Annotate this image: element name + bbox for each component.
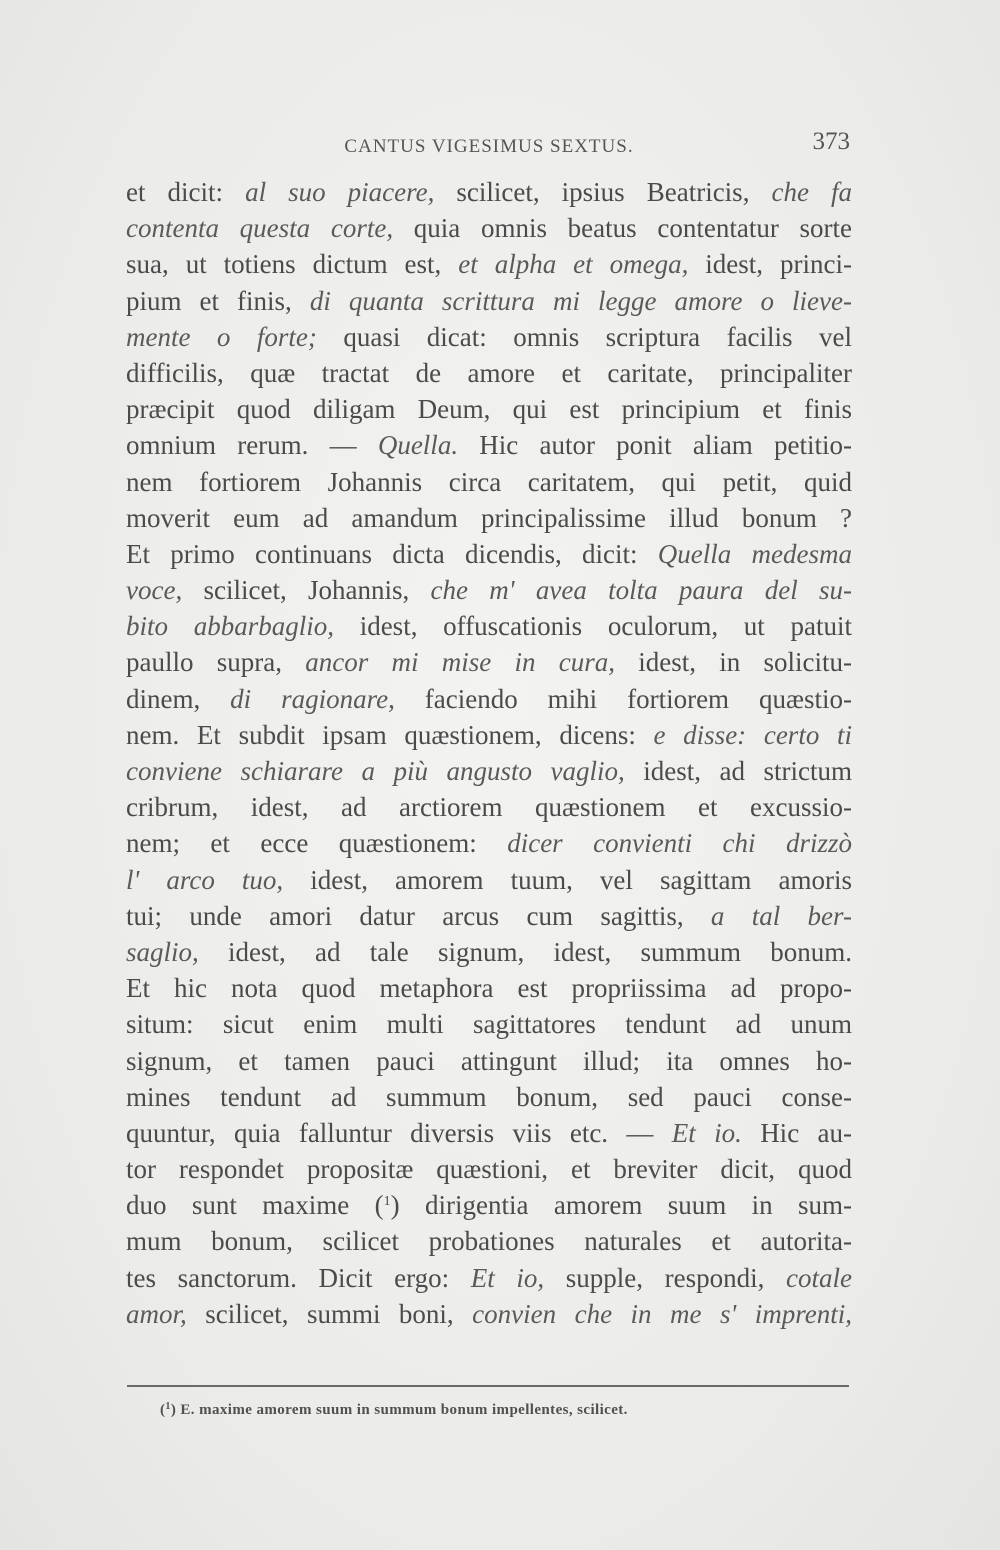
text-segment: præcipit quod diligam Deum, qui est principium et finis: [126, 394, 852, 425]
italic-quotation: bito abbarbaglio,: [126, 611, 334, 642]
italic-quotation: l' arco tuo,: [126, 864, 284, 895]
italic-quotation: al suo piacere,: [245, 177, 435, 207]
running-title: CANTUS VIGESIMUS SEXTUS.: [344, 136, 634, 157]
italic-quotation: cotale: [786, 1262, 852, 1293]
text-line: [126, 1187, 852, 1223]
text-segment: Hic au-: [741, 1117, 852, 1148]
text-line: [126, 246, 852, 282]
text-segment: difficilis, quæ tractat de amore et caritate, principaliter: [126, 357, 852, 388]
text-segment: tes sanctorum. Dicit ergo:: [126, 1262, 471, 1293]
text-line: [126, 1115, 852, 1151]
italic-quotation: conviene schiarare a più angusto vaglio,: [126, 756, 625, 786]
text-line: [126, 572, 852, 608]
text-line: [126, 608, 852, 644]
text-segment: Et hic nota quod metaphora est propriissima ad propo-: [126, 973, 852, 1004]
text-line: [126, 717, 852, 753]
italic-quotation: di quanta scrittura mi legge amore o lieve-: [309, 285, 852, 316]
text-segment: scilicet, ipsius Beatricis,: [434, 177, 772, 207]
text-line: [126, 464, 852, 500]
text-segment: moverit eum ad amandum principalissime illud bonum ?: [126, 502, 852, 533]
italic-quotation: che m' avea tolta paura del su-: [430, 575, 852, 606]
text-segment: idest, princi-: [688, 249, 852, 280]
text-line: [126, 319, 852, 355]
italic-quotation: dicer convienti chi drizzò: [507, 828, 852, 859]
text-line: [126, 536, 852, 572]
italic-quotation: Et io.: [671, 1117, 742, 1148]
text-segment: sua, ut totiens dictum est,: [126, 249, 459, 280]
italic-quotation: convien che in me s' imprenti,: [472, 1298, 852, 1329]
italic-quotation: et alpha et omega,: [458, 249, 689, 280]
text-segment: tor respondet propositæ quæstioni, et breviter dicit, quod: [126, 1154, 852, 1185]
italic-quotation: mente o forte;: [126, 321, 317, 352]
text-segment: dinem,: [126, 683, 231, 714]
text-segment: idest, in solicitu-: [614, 647, 852, 678]
text-line: [126, 898, 852, 934]
text-line: [126, 500, 852, 536]
text-segment: et dicit:: [126, 177, 246, 207]
text-line: [126, 1260, 852, 1296]
text-segment: idest, amorem tuum, vel sagittam amoris: [283, 864, 852, 895]
text-segment: supple, respondi,: [544, 1262, 787, 1293]
italic-quotation: a tal ber-: [710, 900, 852, 931]
text-segment: faciendo mihi fortiorem quæstio-: [394, 683, 852, 714]
text-segment: duo sunt maxime (: [126, 1190, 384, 1221]
text-segment: quia omnis beatus contentatur sorte: [393, 213, 852, 244]
text-line: [126, 1006, 852, 1042]
italic-quotation: voce,: [126, 575, 183, 606]
text-segment: situm: sicut enim multi sagittatores tendunt ad unum: [126, 1009, 852, 1040]
text-line: [126, 934, 852, 970]
footnote-text: E. maxime amorem suum in summum bonum impellentes, scilicet.: [176, 1402, 628, 1418]
text-line: [126, 1043, 852, 1079]
text-segment: tui; unde amori datur arcus cum sagittis,: [126, 900, 711, 931]
footnote: [160, 1402, 850, 1419]
footnote-open: (: [160, 1402, 166, 1418]
running-head: [128, 128, 850, 164]
italic-quotation: che fa: [771, 177, 852, 207]
text-segment: mum bonum, scilicet probationes naturales et autorita-: [126, 1226, 852, 1257]
page-number: 373: [812, 128, 850, 155]
text-segment: quasi dicat: omnis scriptura facilis vel: [316, 321, 852, 352]
footnote-rule: [127, 1385, 849, 1387]
text-segment: idest, ad tale signum, idest, summum bonum.: [198, 936, 852, 967]
text-segment: ) dirigentia amorem suum in sum-: [390, 1190, 852, 1221]
text-line: [126, 283, 852, 319]
italic-quotation: Quella medesma: [657, 538, 852, 569]
italic-quotation: ancor mi mise in cura,: [305, 647, 615, 678]
text-line: [126, 681, 852, 717]
italic-quotation: saglio,: [126, 936, 199, 967]
text-segment: Hic autor ponit aliam petitio-: [458, 430, 852, 461]
text-segment: idest, ad strictum: [624, 756, 852, 786]
text-line: [126, 862, 852, 898]
text-line: [126, 644, 852, 680]
italic-quotation: di ragionare,: [230, 683, 395, 714]
italic-quotation: amor,: [126, 1298, 187, 1329]
footnote-close: ): [170, 1402, 177, 1418]
text-line: [126, 391, 852, 427]
text-line: [126, 1223, 852, 1259]
text-line: [126, 789, 852, 825]
text-segment: pium et finis,: [126, 285, 310, 316]
text-segment: scilicet, Johannis,: [182, 575, 431, 606]
text-segment: cribrum, idest, ad arctiorem quæstionem et excussio-: [126, 792, 852, 823]
text-line: [126, 825, 852, 861]
italic-quotation: Et io,: [470, 1262, 545, 1293]
footnote-marker: 1: [165, 1401, 171, 1412]
text-segment: Et primo continuans dicta dicendis, dicit:: [126, 538, 658, 569]
text-segment: paullo supra,: [126, 647, 306, 678]
footnote-reference: 1: [383, 1194, 391, 1210]
text-segment: nem. Et subdit ipsam quæstionem, dicens:: [126, 719, 654, 750]
text-line: [126, 1296, 852, 1332]
text-segment: nem; et ecce quæstionem:: [126, 828, 508, 859]
text-line: [126, 355, 852, 391]
text-line: [126, 753, 852, 789]
text-segment: idest, offuscationis oculorum, ut patuit: [333, 611, 852, 642]
text-line: [126, 174, 852, 210]
body-text: [126, 174, 852, 1332]
text-segment: scilicet, summi boni,: [186, 1298, 473, 1329]
italic-quotation: Quella.: [377, 430, 459, 461]
text-segment: quuntur, quia falluntur diversis viis etc. —: [126, 1117, 672, 1148]
text-segment: nem fortiorem Johannis circa caritatem, qui petit, quid: [126, 466, 852, 497]
text-line: [126, 210, 852, 246]
text-line: [126, 1151, 852, 1187]
text-line: [126, 427, 852, 463]
text-line: [126, 970, 852, 1006]
italic-quotation: e disse: certo ti: [653, 719, 852, 750]
text-line: [126, 1079, 852, 1115]
italic-quotation: contenta questa corte,: [126, 213, 394, 244]
text-segment: signum, et tamen pauci attingunt illud; ita omnes ho-: [126, 1045, 852, 1076]
text-segment: mines tendunt ad summum bonum, sed pauci conse-: [126, 1081, 852, 1112]
text-segment: omnium rerum. —: [126, 430, 378, 461]
